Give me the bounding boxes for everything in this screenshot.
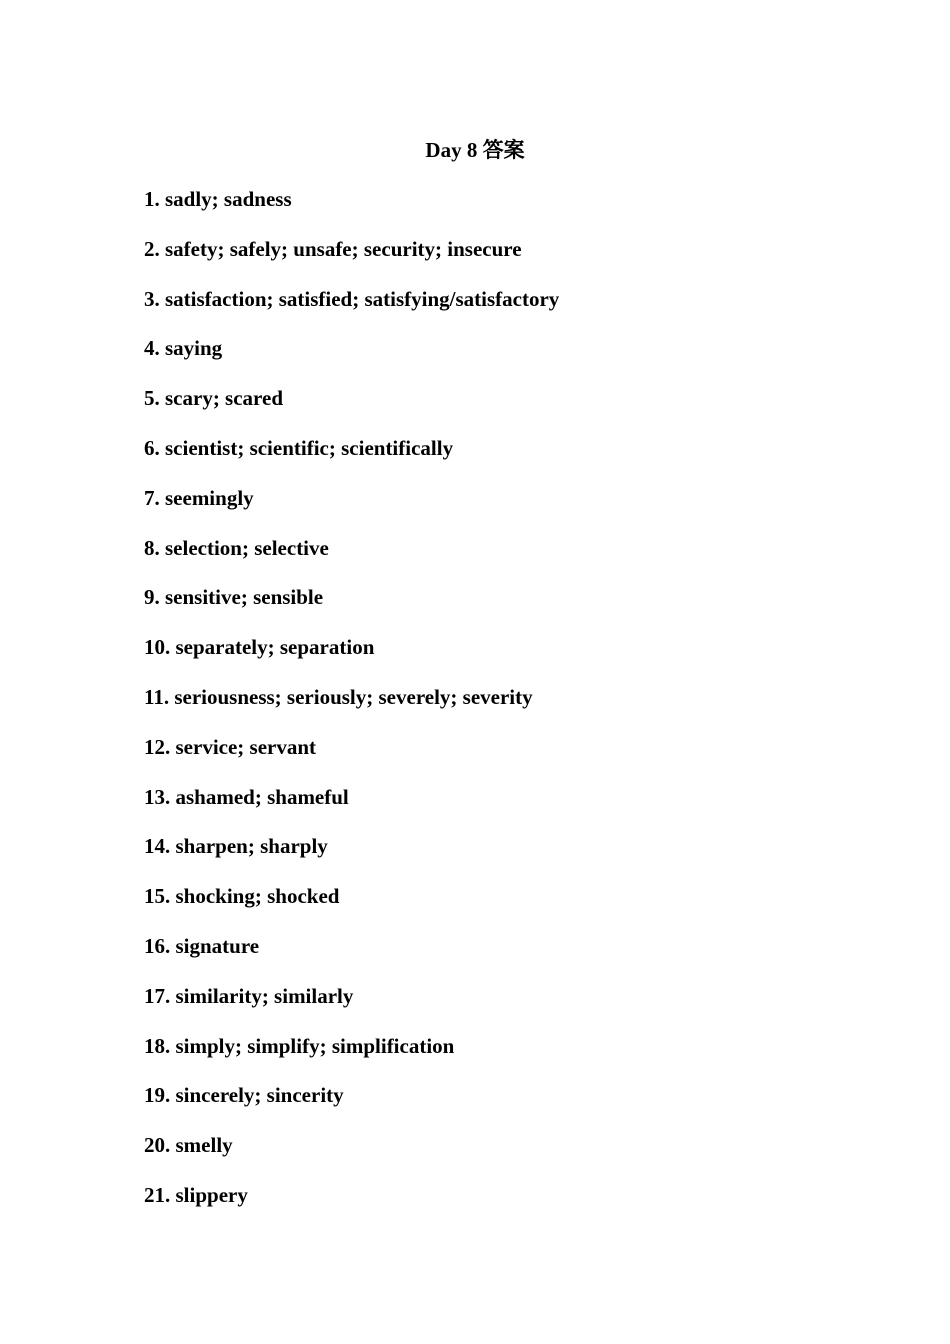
answer-item: 15. shocking; shocked	[144, 884, 340, 909]
answer-item: 6. scientist; scientific; scientifically	[144, 435, 454, 460]
answer-item: 13. ashamed; shameful	[144, 784, 349, 809]
answer-item: 12. service; servant	[144, 734, 317, 759]
answer-item: 21. slippery	[144, 1182, 248, 1207]
answer-list	[144, 183, 844, 1229]
answer-item: 11. seriousness; seriously; severely; severity	[144, 684, 533, 709]
answer-item: 10. separately; separation	[144, 635, 375, 660]
answer-item: 17. similarity; similarly	[144, 983, 354, 1008]
answer-item: 14. sharpen; sharply	[144, 834, 328, 859]
answer-item: 4. saying	[144, 336, 223, 361]
answer-item: 16. signature	[144, 933, 260, 958]
answer-item: 9. sensitive; sensible	[144, 585, 324, 610]
page-title: Day 8 答案	[425, 138, 525, 162]
answer-item: 8. selection; selective	[144, 535, 329, 560]
answer-item: 5. scary; scared	[144, 386, 283, 411]
answer-item: 18. simply; simplify; simplification	[144, 1033, 455, 1058]
answer-item: 7. seemingly	[144, 485, 254, 510]
answer-item: 3. satisfaction; satisfied; satisfying/satisfactory	[144, 286, 560, 311]
answer-item: 19. sincerely; sincerity	[144, 1083, 344, 1108]
answer-item: 1. sadly; sadness	[144, 187, 292, 211]
answer-item: 20. smelly	[144, 1133, 233, 1158]
answer-item: 2. safety; safely; unsafe; security; insecure	[144, 236, 522, 261]
